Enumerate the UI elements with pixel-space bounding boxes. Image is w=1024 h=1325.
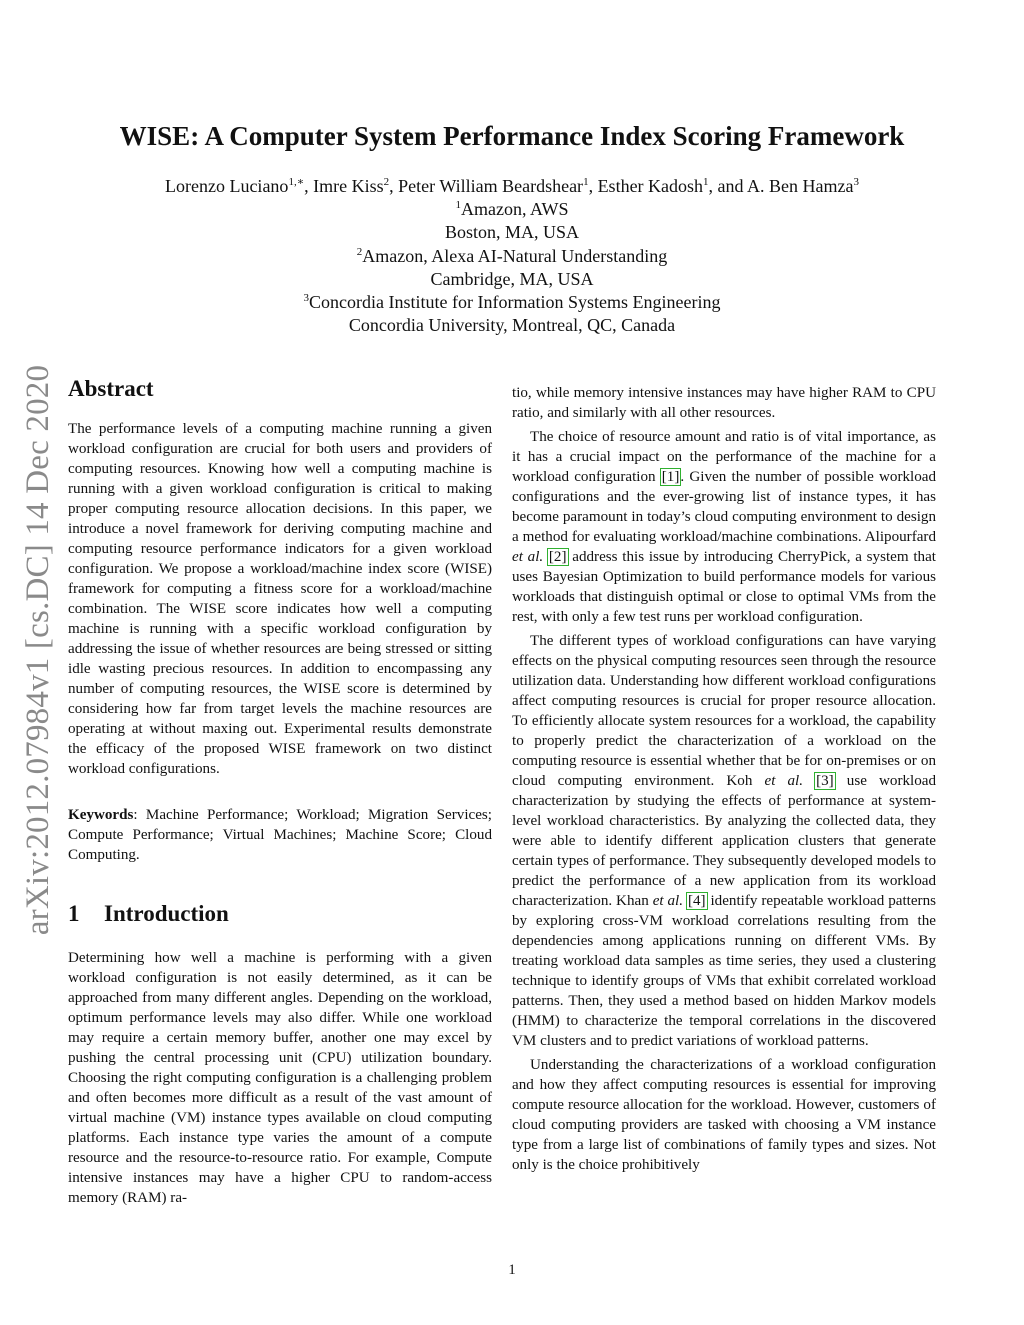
author-name: , and A. Ben Hamza (708, 176, 854, 196)
citation-link[interactable]: [4] (687, 893, 706, 909)
affiliation-line (60, 198, 964, 221)
citation-link[interactable]: [1] (661, 469, 680, 485)
affiliation-line (60, 291, 964, 314)
keywords (68, 805, 492, 865)
introduction-heading (68, 899, 492, 929)
affiliation-mark: 3 (303, 292, 310, 305)
body-text: identify repeatable workload patterns by exploring cross-VM workload correlations resulting from the dependencies among applications running on different VMs. By treating workload data samples as time series, they used a clustering technique to identify groups of VMs that exhibit correlated workload patterns. Then, they used a method based on hidden Markov models (HMM) to characterize the temporal correlations in the discovered VM clusters and to predict variations of workload patterns. (512, 893, 936, 1049)
arxiv-identifier-stamp (8, 350, 68, 950)
affiliation-location: Cambridge, MA, USA (430, 268, 594, 289)
introduction-paragraph: Determining how well a machine is performing with a given workload configuration is not easily determined, as it can be approached from many different angles. Depending on the workload, optimum performance levels may also differ. While one workload may require a certain memory buffer, another one may excel by pushing the central processing unit (CPU) utilization boundary. Choosing the right computing configuration is a challenging problem and often becomes more difficult as a result of the vast amount of virtual machine (VM) instance types available on cloud computing platforms. Each instance type varies the amount of a compute resource and the resource-to-resource ratio. For example, Compute intensive instances may have a higher CPU to random-access memory (RAM) ra- (68, 950, 492, 1206)
body-paragraph (512, 631, 936, 1051)
et-al: et al. (652, 893, 684, 909)
author-name: Lorenzo Luciano (164, 176, 289, 196)
affiliation-name: Amazon, AWS (460, 199, 569, 220)
body-text: use workload characterization by studying the effects of performance at system-level workload characteristics. By analyzing the collected data, they were able to identify different application clusters that generate certain types of performance. They subsequently developed models to predict the performance of a new application from its workload characterization. Khan (512, 773, 936, 909)
body-text: . Given the number of possible workload configurations and the ever-growing list of instance types, it has become paramount in today’s cloud computing environment to design a method for evaluating workload/machine combinations. Alipourfard (512, 469, 936, 545)
author-affiliation-mark: 1 (703, 176, 709, 188)
author-line (60, 175, 964, 198)
author-name: , Imre Kiss (304, 176, 384, 196)
author-affiliation-mark: 1,∗ (288, 176, 305, 188)
page-number: 1 (508, 1262, 516, 1278)
body-paragraph (512, 427, 936, 627)
body-text: The choice of resource amount and ratio is of vital importance, as it has a crucial impact on the performance of the machine for a workload configuration (512, 429, 936, 485)
body-text: address this issue by introducing CherryPick, a system that uses Bayesian Optimization to build performance models for various workloads that distinguish optimal or close to optimal VMs from the rest, with only a few test runs per workload configuration. (512, 549, 936, 625)
arxiv-identifier-text: arXiv:2012.07984v1 [cs.DC] 14 Dec 2020 (20, 364, 56, 936)
keywords-text: : Machine Performance; Workload; Migration Services; Compute Performance; Virtual Machines; Machine Score; Cloud Computing. (68, 807, 492, 863)
paper-title: WISE: A Computer System Performance Index Scoring Framework (119, 121, 905, 151)
abstract-heading: Abstract (68, 376, 154, 401)
author-name: , Esther Kadosh (588, 176, 704, 196)
citation-link[interactable]: [3] (816, 773, 834, 789)
author-affiliation-mark: 2 (383, 176, 390, 188)
affiliation-location: Boston, MA, USA (444, 222, 580, 243)
et-al: et al. (512, 549, 544, 565)
left-column (68, 374, 492, 1208)
body-paragraph: tio, while memory intensive instances may have higher RAM to CPU ratio, and similarly with all other resources. (512, 385, 936, 421)
affiliation-name: Concordia Institute for Information Systems Engineering (309, 292, 721, 313)
keywords-label: Keywords (68, 807, 134, 823)
author-name: , Peter William Beardshear (389, 176, 584, 196)
abstract-text: The performance levels of a computing machine running a given workload configuration are crucial for both users and providers of computing resources. Knowing how well a computing machine is running with a given workload configuration is critical to making proper computing resource allocation decisions. In this paper, we introduce a novel framework for deriving computing machine and computing resource performance indicators for a given workload configuration. We propose a workload/machine index score (WISE) framework for computing a fitness score for a workload/machine combination. The WISE score indicates how well a computing machine is running with a specific workload configuration by addressing the issue of whether resources are being stressed or sitting idle wasting precious resources. In addition to encompassing any number of computing resources, the WISE score is determined by considering how far from target levels the machine resources are operating at without maxing out. Experimental results demonstrate the efficacy of the proposed WISE framework on two distinct workload configurations. (68, 421, 492, 777)
author-block (60, 175, 964, 337)
right-column (512, 383, 936, 1175)
et-al: et al. (764, 773, 803, 789)
affiliation-location: Concordia University, Montreal, QC, Canada (348, 315, 676, 336)
affiliation-mark: 1 (455, 199, 461, 212)
affiliation-mark: 2 (356, 245, 363, 258)
author-affiliation-mark: 1 (583, 176, 589, 188)
body-paragraph: Understanding the characterizations of a workload configuration and how they affect computing resources is essential for improving compute resource allocation for the workload. However, customers of cloud computing providers are tasked with choosing a VM instance type from a large list of combinations of family types and sizes. Not only is the choice prohibitively (512, 1057, 936, 1173)
section-title: Introduction (104, 901, 229, 926)
section-number: 1 (68, 901, 80, 926)
affiliation-line (60, 245, 964, 268)
author-affiliation-mark: 3 (853, 176, 860, 188)
affiliation-name: Amazon, Alexa AI-Natural Understanding (362, 245, 668, 266)
body-text: The different types of workload configurations can have varying effects on the physical computing resources seen through the resource utilization data. Understanding how different workload configurations affect computing resources is crucial for proper resource allocation. To efficiently allocate system resources for a workload, the capability to properly predict the characterization of a workload on the computing resource is essential whether that be for on-premises or on cloud computing environment. Koh (512, 633, 936, 789)
citation-link[interactable]: [2] (548, 549, 567, 565)
